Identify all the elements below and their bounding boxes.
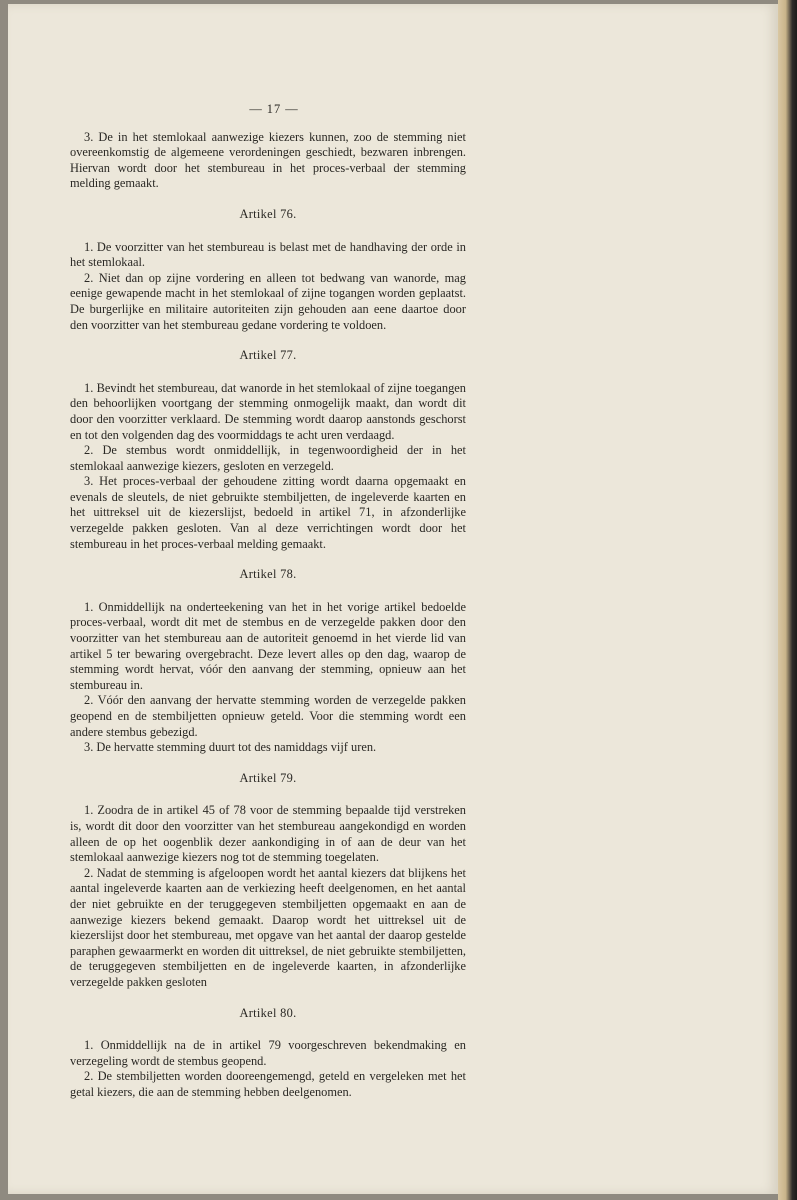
- article-heading: Artikel 78.: [239, 567, 297, 582]
- paragraph: 3. De hervatte stemming duurt tot des namiddags vijf uren.: [84, 740, 377, 755]
- book-page-edge: [778, 0, 797, 1200]
- paragraph: 3. De in het stemlokaal aanwezige kiezers kunnen, zoo de stemming niet overeenkomstig de algemeene verordeningen geschiedt, bezwaren inbrengen. Hiervan wordt door het stembureau in het proces-verbaal der stemming melding gemaakt.: [70, 129, 466, 191]
- article-heading: Artikel 77.: [239, 348, 297, 363]
- document-page: [8, 4, 778, 1194]
- article-heading: Artikel 76.: [239, 206, 297, 221]
- paragraph: 2. De stembiljetten worden dooreengemengd, geteld en vergeleken met het getal kiezers, die aan de stemming hebben deelgenomen.: [70, 1069, 466, 1099]
- paragraph: 2. Nadat de stemming is afgeloopen wordt het aantal kiezers dat blijkens het aantal ingeleverde kaarten aan de verkiezing heeft deelgenomen, en het aantal der niet gebruikte en der teruggegeven stembiljetten opgemaakt en aan de aanwezige kiezers bekend gemaakt. Daarop wordt het uittreksel uit de kiezerslijst door het stembureau, met opgave van het aantal der daarop gestelde paraphen gewaarmerkt en worden dit uittreksel, de niet gebruikte stembiljetten, de teruggegeven stembiljetten en de ingeleverde kaarten, in afzonderlijke verzegelde pakken gesloten: [70, 865, 466, 989]
- article-heading: Artikel 80.: [239, 1005, 297, 1020]
- paragraph: 1. Onmiddellijk na onderteekening van het in het vorige artikel bedoelde proces-verbaal, wordt dit met de stembus en de verzegelde pakken door den voorzitter van het stembureau aan de autoriteit genoemd in het vierde lid van artikel 5 ter bewaring overgebracht. Deze levert alles op den dag, waarop de stemming wordt hervat, vóór den aanvang der stemming, opnieuw aan het stembureau in.: [70, 599, 466, 692]
- paragraph: 1. Bevindt het stembureau, dat wanorde in het stemlokaal of zijne toegangen den behoorlijken voortgang der stemming onmogelijk maakt, dan wordt dit door den voorzitter verklaard. De stemming wordt daarop aanstonds geschorst en tot den volgenden dag des voormiddags te acht uren verdaagd.: [70, 380, 466, 442]
- paragraph: 1. Onmiddellijk na de in artikel 79 voorgeschreven bekendmaking en verzegeling wordt de stembus geopend.: [70, 1038, 466, 1068]
- article-heading: Artikel 79.: [239, 770, 297, 785]
- page-number: — 17 —: [249, 102, 299, 116]
- paragraph: 2. Niet dan op zijne vordering en alleen tot bedwang van wanorde, mag eenige gewapende macht in het stemlokaal of zijne togangen worden geplaatst. De burgerlijke en militaire autoriteiten zijn gehouden aan eene daartoe door den voorzitter van het stembureau gedane vordering te voldoen.: [70, 270, 466, 332]
- paragraph: 2. Vóór den aanvang der hervatte stemming worden de verzegelde pakken geopend en de stembiljetten opnieuw geteld. Voor die stemming wordt een andere stembus gebezigd.: [70, 693, 466, 739]
- page-content: [70, 102, 466, 1100]
- paragraph: 2. De stembus wordt onmiddellijk, in tegenwoordigheid der in het stemlokaal aanwezige kiezers, gesloten en verzegeld.: [70, 443, 466, 473]
- paragraph: 1. De voorzitter van het stembureau is belast met de handhaving der orde in het stemlokaal.: [70, 239, 466, 270]
- paragraph: 1. Zoodra de in artikel 45 of 78 voor de stemming bepaalde tijd verstreken is, wordt dit door den voorzitter van het stembureau aangekondigd en worden alleen de op het oogenblik dezer aankondiging in of aan de deur van het stemlokaal aanwezige kiezers nog tot de stemming toegelaten.: [70, 803, 466, 865]
- paragraph: 3. Het proces-verbaal der gehoudene zitting wordt daarna opgemaakt en evenals de sleutels, de niet gebruikte stembiljetten, de ingeleverde kaarten en het uittreksel uit de kiezerslijst, bedoeld in artikel 71, in afzonderlijke verzegelde pakken gesloten. Van al deze verrichtingen wordt door het stembureau in het proces-verbaal melding gemaakt.: [70, 474, 466, 551]
